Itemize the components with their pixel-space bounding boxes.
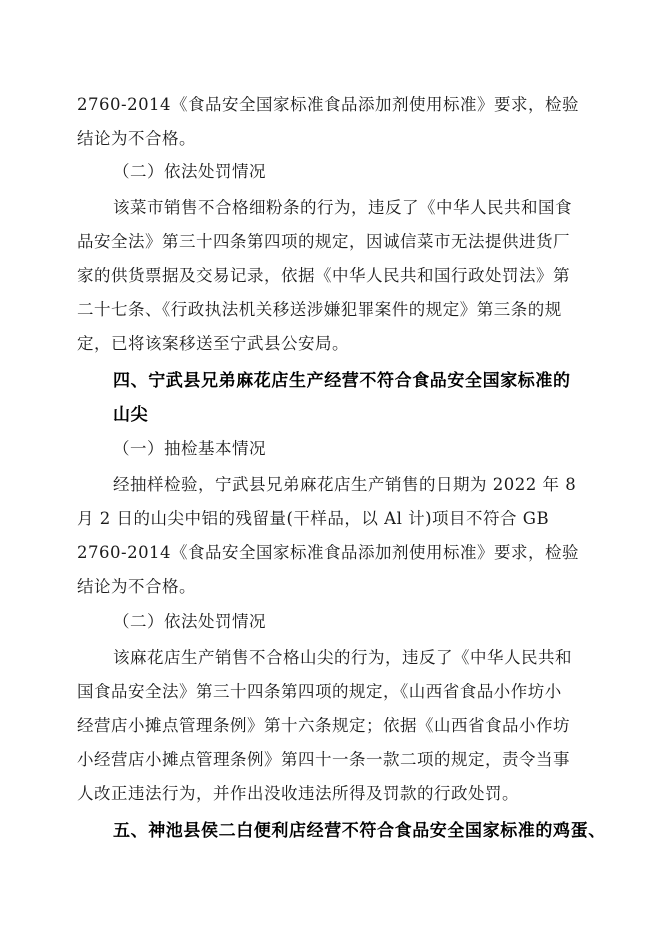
paragraph-line: 国食品安全法》第三十四条第四项的规定，《山西省食品小作坊小 — [77, 682, 562, 701]
paragraph-line: 人改正违法行为，并作出没收违法所得及罚款的行政处罚。 — [77, 784, 519, 803]
paragraph-line: 该菜市销售不合格细粉条的行为，违反了《中华人民共和国食 — [113, 198, 572, 217]
paragraph-line: 品安全法》第三十四条第四项的规定，因诚信菜市无法提供进货厂 — [77, 232, 570, 251]
subheading-penalty: （二）依法处罚情况 — [113, 162, 266, 181]
paragraph-line: 月 2 日的山尖中铝的残留量(干样品，以 Al 计)项目不符合 GB — [77, 509, 550, 528]
subheading-inspection: （一）抽检基本情况 — [113, 439, 266, 458]
subheading-penalty: （二）依法处罚情况 — [113, 612, 266, 631]
paragraph-line: 定，已将该案移送至宁武县公安局。 — [77, 334, 349, 353]
section-heading-4: 四、宁武县兄弟麻花店生产经营不符合食品安全国家标准的 — [113, 371, 571, 391]
paragraph-line: 经抽样检验，宁武县兄弟麻花店生产销售的日期为 2022 年 8 — [113, 475, 577, 494]
section-heading-5: 五、神池县侯二白便利店经营不符合食品安全国家标准的鸡蛋、 — [113, 821, 606, 841]
paragraph-line: 2760-2014《食品安全国家标准食品添加剂使用标准》要求，检验 — [77, 543, 580, 562]
paragraph-line: 该麻花店生产销售不合格山尖的行为，违反了《中华人民共和 — [113, 648, 572, 667]
paragraph-line: 结论为不合格。 — [77, 129, 196, 148]
paragraph-line: 结论为不合格。 — [77, 577, 196, 596]
paragraph-line: 经营店小摊点管理条例》第十六条规定；依据《山西省食品小作坊 — [77, 716, 570, 735]
paragraph-line: 小经营店小摊点管理条例》第四十一条一款二项的规定，责令当事 — [77, 750, 570, 769]
paragraph-line: 2760-2014《食品安全国家标准食品添加剂使用标准》要求，检验 — [77, 95, 580, 114]
section-heading-4-cont: 山尖 — [113, 405, 149, 425]
paragraph-line: 二十七条、《行政执法机关移送涉嫌犯罪案件的规定》第三条的规 — [77, 300, 562, 319]
paragraph-line: 家的供货票据及交易记录，依据《中华人民共和国行政处罚法》第 — [77, 266, 570, 285]
